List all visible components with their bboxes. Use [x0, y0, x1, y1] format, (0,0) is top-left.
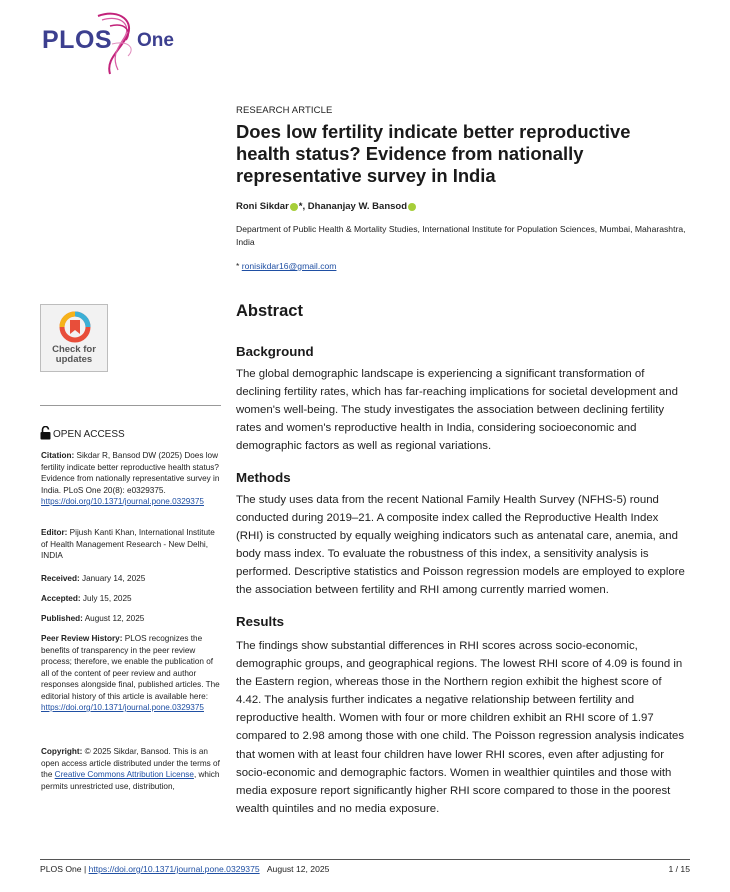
crossmark-icon — [59, 311, 91, 343]
editor-block: Editor: Pijush Kanti Khan, International Institute of Health Management Research - New Delhi, INDIA — [41, 528, 215, 560]
footer-divider — [40, 859, 690, 860]
methods-paragraph: The study uses data from the recent National Family Health Survey (NFHS-5) round conducted during 2019–21. A composite index called the Reproductive Health Index (RHI) is constructed by equally weighing indicators such as antenatal care, anemia, and body mass index. To evaluate the robustness of this index, a sensitivity analysis is performed. Descriptive statistics and Poisson regression models are employed to explore the association between fertility and RHI among currently married women. — [236, 494, 685, 597]
peer-review-link[interactable]: https://doi.org/10.1371/journal.pone.0329375 — [41, 703, 204, 712]
article-title: Does low fertility indicate better reproductive health status? Evidence from nationally representative survey in India — [236, 121, 631, 186]
corresponding-email: * ronisikdar16@gmail.com — [236, 261, 337, 271]
logo-subname: One — [137, 30, 174, 51]
received-date: Received: January 14, 2025 — [41, 574, 146, 583]
footer-doi-link[interactable]: https://doi.org/10.1371/journal.pone.0329375 — [88, 864, 260, 874]
copyright-block: Copyright: © 2025 Sikdar, Bansod. This is an open access article distributed under the terms of the Creative Commons Attribution License, which permits unrestricted use, distribution, — [41, 747, 220, 791]
plos-one-logo[interactable] — [40, 8, 190, 78]
article-type: RESEARCH ARTICLE — [236, 105, 333, 116]
citation-block: Citation: Sikdar R, Bansod DW (2025) Does low fertility indicate better reproductive health status? Evidence from nationally representative survey in India. PLoS One 20(8): e0329375. https://doi.org/10.1371/journal.pone.0329375 — [41, 451, 220, 506]
license-link[interactable]: Creative Commons Attribution License — [54, 770, 194, 779]
author-name[interactable]: Dhananjay W. Bansod — [307, 201, 408, 212]
author-name[interactable]: Roni Sikdar — [236, 201, 289, 212]
page-footer: PLOS One | https://doi.org/10.1371/journal.pone.0329375 August 12, 2025 1 / 15 — [40, 864, 690, 874]
results-heading: Results — [236, 614, 285, 629]
page-number: 1 / 15 — [668, 864, 690, 874]
author-list: Roni Sikdar *, Dhananjay W. Bansod — [236, 201, 686, 212]
peer-review-block: Peer Review History: PLOS recognizes the benefits of transparency in the peer review process; therefore, we enable the publication of all of the content of peer review and author responses alongside final, published articles. The editorial history of this article is available here: https://doi.org/10.1371/journal.pone.0329375 — [41, 634, 220, 712]
background-paragraph: The global demographic landscape is experiencing a significant transformation of declining fertility rates, which has far-reaching implications for societal development and women's well-being. The study investigates the association between declining fertility rates and women's reproductive health in India, considering socioeconomic and demographic factors as well as regional variations. — [236, 368, 678, 453]
affiliation: Department of Public Health & Mortality Studies, International Institute for Population Sciences, Mumbai, Maharashtra, India — [236, 224, 686, 247]
accepted-date: Accepted: July 15, 2025 — [41, 594, 132, 603]
check-updates-label: Check for updates — [52, 344, 96, 365]
check-for-updates-badge[interactable] — [40, 304, 108, 372]
orcid-icon[interactable] — [290, 203, 298, 211]
footer-date: August 12, 2025 — [266, 864, 330, 874]
citation-doi-link[interactable]: https://doi.org/10.1371/journal.pone.0329375 — [41, 497, 204, 506]
email-link[interactable]: ronisikdar16@gmail.com — [241, 261, 337, 271]
sidebar-divider — [40, 405, 221, 406]
abstract-heading: Abstract — [236, 302, 303, 320]
open-access-label: OPEN ACCESS — [40, 426, 125, 440]
footer-journal: PLOS One — [40, 864, 82, 874]
published-date: Published: August 12, 2025 — [41, 614, 145, 623]
results-paragraph: The findings show substantial differences in RHI scores across socio-economic, demographic groups, and geographical regions. The lowest RHI score of 4.09 is found in the Eastern region, whereas those in the Northern region exhibit the highest score of 4.42. The analysis further indicates a negative relationship between fertility and reproductive health. Women with four or more children exhibit an RHI score of 1.97 compared to 2.98 among those with one child. The Poisson regression analysis indicates that women with at least four children have lower RHI scores, even after adjusting for socio-economic and demographic factors. Women in wealthier quintiles and those with media exposure report significantly higher RHI score compared to those in the poorest wealth quintiles and no media exposure. — [236, 640, 685, 815]
logo-wordmark: PLOS — [42, 26, 113, 54]
open-lock-icon — [40, 426, 51, 440]
orcid-icon[interactable] — [408, 203, 416, 211]
background-heading: Background — [236, 344, 314, 359]
methods-heading: Methods — [236, 470, 291, 485]
